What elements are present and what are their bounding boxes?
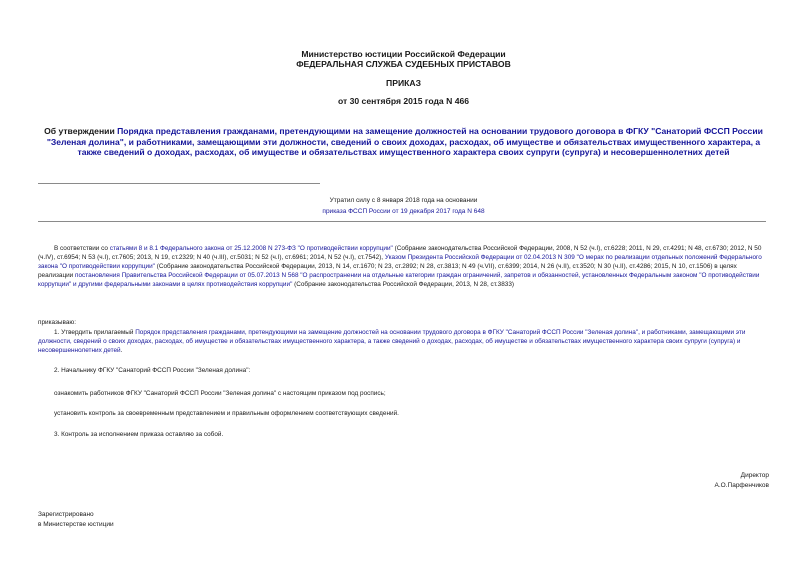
item-2-a: ознакомить работников ФГКУ "Санаторий ФССП России "Зеленая долина" с настоящим приказом под роспись; [54,390,386,397]
basis-paragraph [38,244,770,289]
status-note-line-link-wrap [0,208,807,215]
item-2: 2. Начальнику ФГКУ "Санаторий ФССП России "Зеленая долина": [54,367,251,374]
item-1-end: . [120,347,123,355]
item-1 [38,328,770,355]
divider-long [38,221,766,222]
registration-line: Зарегистрировано [38,511,94,518]
procedure-link[interactable]: Порядок представления гражданами, претендующими на замещение должностей на основании трудового договора в ФГКУ "Санаторий ФССП России "Зеленая долина", и работниками, замещающими эти должности, сведений о своих доходах, расходах, об имуществе и обязательствах имущественного характера, а также сведений о доходах, расходах, об имуществе и обязательствах имущественного характера своих супруги (супруга) и несовершеннолетних детей [38,329,746,355]
subject-prefix: Об утверждении [44,126,118,136]
item-3: 3. Контроль за исполнением приказа оставляю за собой. [54,431,224,438]
basis-text: (Собрание законодательства Российской Федерации, 2013, N 28, ст.3833) [292,281,515,289]
presidential-decree-link[interactable]: Указом Президента Российской Федерации от 02.04.2013 N 309 "О мерах по реализации отдельных положений Федерального закона "О противодействии коррупции" [38,254,762,271]
item-2-b: установить контроль за своевременным представлением и правильным оформлением соответствующих сведений. [54,410,399,417]
item-1-text: 1. Утвердить прилагаемый [54,329,136,336]
federal-law-link[interactable]: статьями 8 и 8.1 Федерального закона от 25.12.2008 N 273-ФЗ "О противодействии коррупции" [109,245,393,252]
basis-text: (Собрание законодательства Российской Федерации, 2008, N 52 (ч.I), ст.6228; 2011, N 29, ст.4291; N 48, ст.6730; 2012, N 50 (ч.IV), ст.6954; N 53 (ч.I), ст.7605; 2013, N 19, ст.2329; N 40 (ч.III), ст.5031; N 52 (ч.I), ст.6961; 2014, N 52 (ч.I), ст.7542), [38,245,762,262]
signatory-role: Директор [740,472,769,479]
divider-short [38,183,320,184]
signatory-name: А.О.Парфенчиков [714,482,769,489]
order-subject [42,126,765,158]
service-name: ФЕДЕРАЛЬНАЯ СЛУЖБА СУДЕБНЫХ ПРИСТАВОВ [296,59,511,69]
orders-word: приказываю: [38,319,76,326]
ministry-name: Министерство юстиции Российской Федерации [301,49,506,59]
basis-text: (Собрание законодательства Российской Федерации, 2013, N 14, ст.1670; N 23, ст.2892; N 28, ст.3813; N 49 (ч.VII), ст.6399; 2014, N 26 (ч.II), ст.3520; N 30 (ч.II), ст.4286; 2015, N 10, ст.1506) в целях реализации [38,263,737,280]
government-resolution-link[interactable]: постановления Правительства Российской Федерации от 05.07.2013 N 568 "О распространении на отдельные категории граждан ограничений, запретов и обязанностей, установленных Федеральным законом "О противодействии коррупции" и другими федеральными законами в целях противодействия коррупции" [38,272,760,289]
subject-procedure-link[interactable]: Порядка представления гражданами, претендующими на замещение должностей на основании трудового договора в ФГКУ "Санаторий ФССП России "Зеленая долина", и работниками, замещающими эти должности, сведений о своих доходах, расходах, об имуществе и обязательствах имущественного характера, а также сведений о доходах, расходах, об имуществе и обязательствах имущественного характера своих супруги (супруга) и несовершеннолетних детей [46,126,763,158]
repeal-order-link[interactable]: приказа ФССП России от 19 декабря 2017 года N 648 [322,208,485,215]
order-title: ПРИКАЗ [386,78,421,88]
registration-line: в Министерстве юстиции [38,521,114,528]
basis-text: В соответствии со [54,245,110,252]
status-note-line: Утратил силу с 8 января 2018 года на основании [329,197,478,204]
order-date: от 30 сентября 2015 года N 466 [337,96,470,106]
